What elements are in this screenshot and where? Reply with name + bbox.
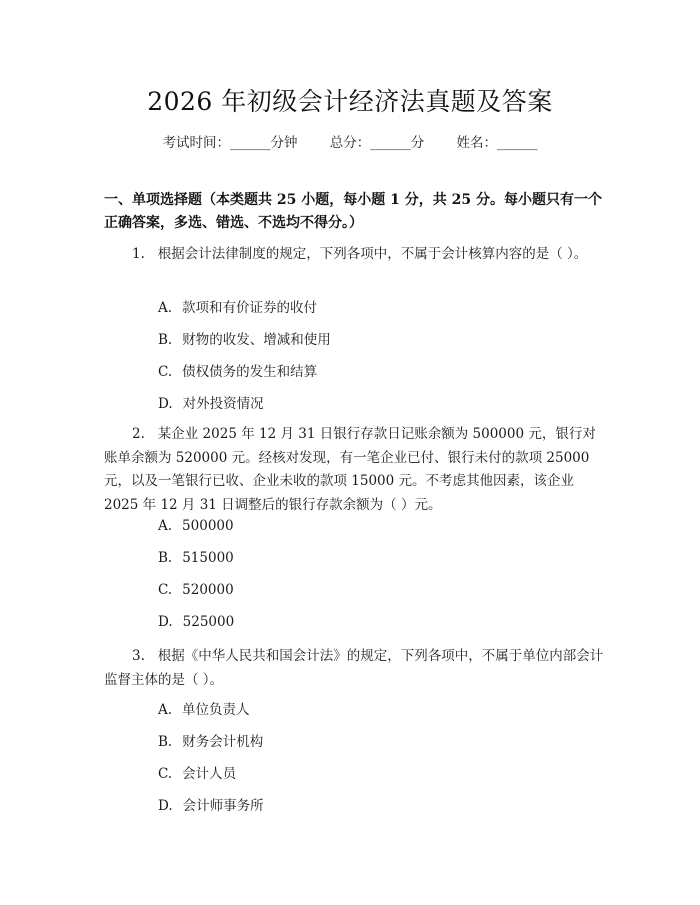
question-3: [104, 645, 604, 692]
option-text: 515000: [182, 550, 234, 566]
option-text: 财物的收发、增减和使用: [182, 332, 331, 348]
question-3-option-d: [158, 794, 264, 814]
question-2-option-b: [158, 550, 234, 566]
option-letter: A.: [158, 518, 173, 534]
option-letter: B.: [158, 734, 173, 750]
option-text: 债权债务的发生和结算: [182, 364, 318, 380]
option-text: 款项和有价证券的收付: [182, 300, 318, 316]
exam-meta: [0, 131, 700, 151]
option-letter: A.: [158, 300, 173, 316]
name-field: 姓名：______: [456, 135, 538, 151]
option-letter: D.: [158, 614, 173, 630]
section-heading: 一、单项选择题（本类题共 25 小题，每小题 1 分，共 25 分。每小题只有一个正确答案，多选、错选、不选均不得分。）: [104, 192, 602, 231]
option-text: 单位负责人: [182, 702, 250, 718]
question-3-option-c: [158, 762, 236, 782]
exam-time-field: 考试时间：______分钟: [162, 135, 298, 151]
question-1: [104, 243, 604, 267]
question-1-option-c: [158, 360, 317, 380]
option-letter: D.: [158, 798, 173, 814]
question-3-option-a: [158, 698, 250, 718]
option-letter: D.: [158, 396, 173, 412]
question-2-option-a: [158, 518, 234, 534]
question-text: 根据《中华人民共和国会计法》的规定，下列各项中，不属于单位内部会计监督主体的是（ ）。: [104, 648, 604, 688]
question-1-option-a: [158, 296, 317, 316]
document-title: 2026 年初级会计经济法真题及答案: [147, 87, 553, 116]
question-number: 2.: [132, 426, 145, 442]
option-text: 会计师事务所: [182, 798, 264, 814]
question-1-option-b: [158, 328, 331, 348]
question-number: 3.: [132, 648, 145, 664]
option-text: 财务会计机构: [182, 734, 264, 750]
question-2: [104, 423, 604, 517]
question-2-option-d: [158, 614, 234, 630]
option-letter: C.: [158, 582, 173, 598]
option-text: 500000: [182, 518, 234, 534]
question-text: 根据会计法律制度的规定，下列各项中，不属于会计核算内容的是（ ）。: [157, 246, 588, 262]
question-text: 某企业 2025 年 12 月 31 日银行存款日记账余额为 500000 元，银行对账单余额为 520000 元。经核对发现，有一笔企业已付、银行未付的款项 25000 元，以及一笔银行已收、企业未收的款项 15000 元。不考虑其他因素，该企业 2025 年 12 月 31 日调整后的银行存款余额为（ ）元。: [104, 426, 596, 513]
question-1-option-d: [158, 392, 264, 412]
option-letter: A.: [158, 702, 173, 718]
option-letter: C.: [158, 766, 173, 782]
question-number: 1.: [132, 246, 145, 262]
question-3-option-b: [158, 730, 263, 750]
option-letter: B.: [158, 332, 173, 348]
option-letter: B.: [158, 550, 173, 566]
option-letter: C.: [158, 364, 173, 380]
total-score-field: 总分：______分: [329, 135, 425, 151]
option-text: 会计人员: [182, 766, 237, 782]
option-text: 对外投资情况: [182, 396, 264, 412]
question-2-option-c: [158, 582, 234, 598]
option-text: 520000: [182, 582, 234, 598]
option-text: 525000: [182, 614, 235, 630]
